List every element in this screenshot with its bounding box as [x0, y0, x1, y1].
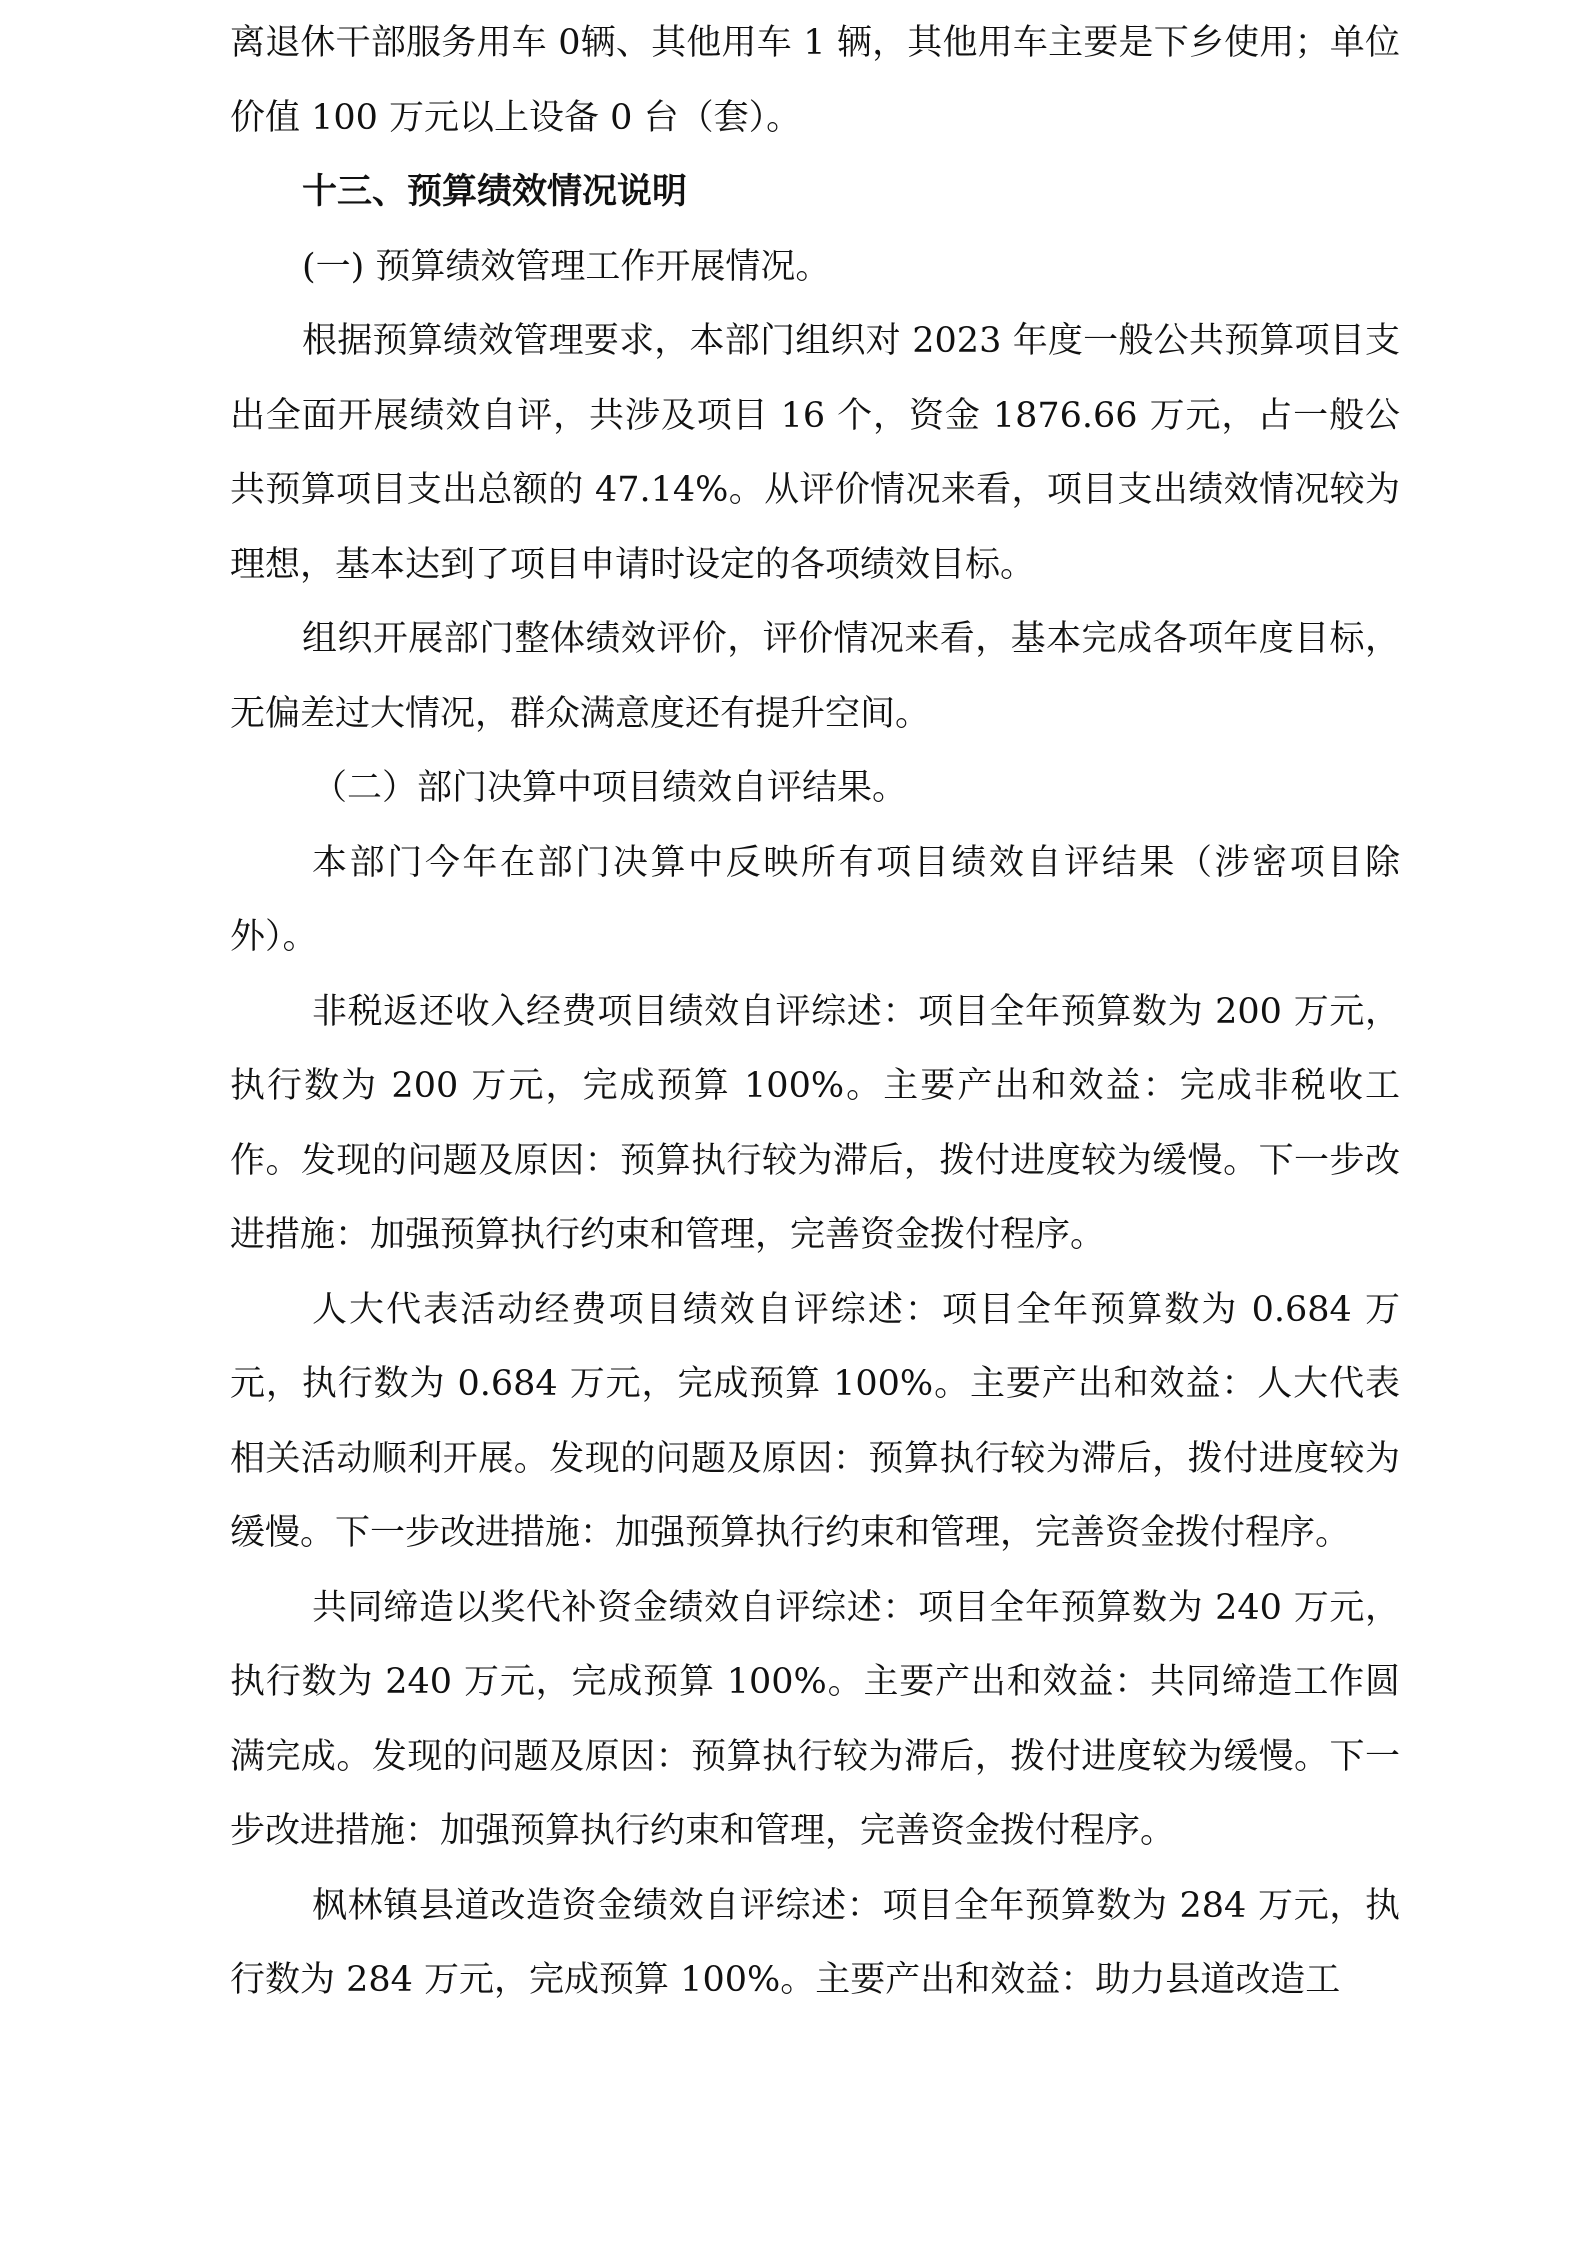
section-heading: 十三、预算绩效情况说明: [302, 172, 688, 212]
paragraph-project-npc: 人大代表活动经费项目绩效自评综述：项目全年预算数为 0.684 万元，执行数为 0.684 万元，完成预算 100%。主要产出和效益：人大代表相关活动顺利开展。发现的问题及原因：预算执行较为滞后，拨付进度较为缓慢。下一步改进措施：加强预算执行约束和管理，完善资金拨付程序。: [230, 1289, 1400, 1553]
paragraph-project-nontax: 非税返还收入经费项目绩效自评综述：项目全年预算数为 200 万元，执行数为 200 万元，完成预算 100%。主要产出和效益：完成非税收工作。发现的问题及原因：预算执行较为滞后，拨付进度较为缓慢。下一步改进措施：加强预算执行约束和管理，完善资金拨付程序。: [230, 991, 1400, 1255]
paragraph-self-evaluation: 根据预算绩效管理要求，本部门组织对 2023 年度一般公共预算项目支出全面开展绩效自评，共涉及项目 16 个，资金 1876.66 万元，占一般公共预算项目支出总额的 47.14%。从评价情况来看，项目支出绩效情况较为理想，基本达到了项目申请时设定的各项绩效目标。: [230, 321, 1400, 585]
document-page: [230, 0, 1400, 2245]
paragraph-overall-evaluation: 组织开展部门整体绩效评价，评价情况来看，基本完成各项年度目标，无偏差过大情况，群众满意度还有提升空间。: [230, 619, 1400, 734]
paragraph-project-cocreation: 共同缔造以奖代补资金绩效自评综述：项目全年预算数为 240 万元，执行数为 240 万元，完成预算 100%。主要产出和效益：共同缔造工作圆满完成。发现的问题及原因：预算执行较为滞后，拨付进度较为缓慢。下一步改进措施：加强预算执行约束和管理，完善资金拨付程序。: [230, 1587, 1400, 1851]
lead-in-paragraph: 离退休干部服务用车 0辆、其他用车 1 辆，其他用车主要是下乡使用；单位价值 100 万元以上设备 0 台（套）。: [230, 23, 1400, 138]
paragraph-project-road: 枫林镇县道改造资金绩效自评综述：项目全年预算数为 284 万元，执行数为 284 万元，完成预算 100%。主要产出和效益：助力县道改造工: [230, 1885, 1400, 2000]
subsection-heading-2: （二）部门决算中项目绩效自评结果。: [312, 768, 908, 808]
paragraph-scope: 本部门今年在部门决算中反映所有项目绩效自评结果（涉密项目除外）。: [230, 842, 1400, 957]
subsection-heading-1: (一) 预算绩效管理工作开展情况。: [302, 246, 831, 287]
